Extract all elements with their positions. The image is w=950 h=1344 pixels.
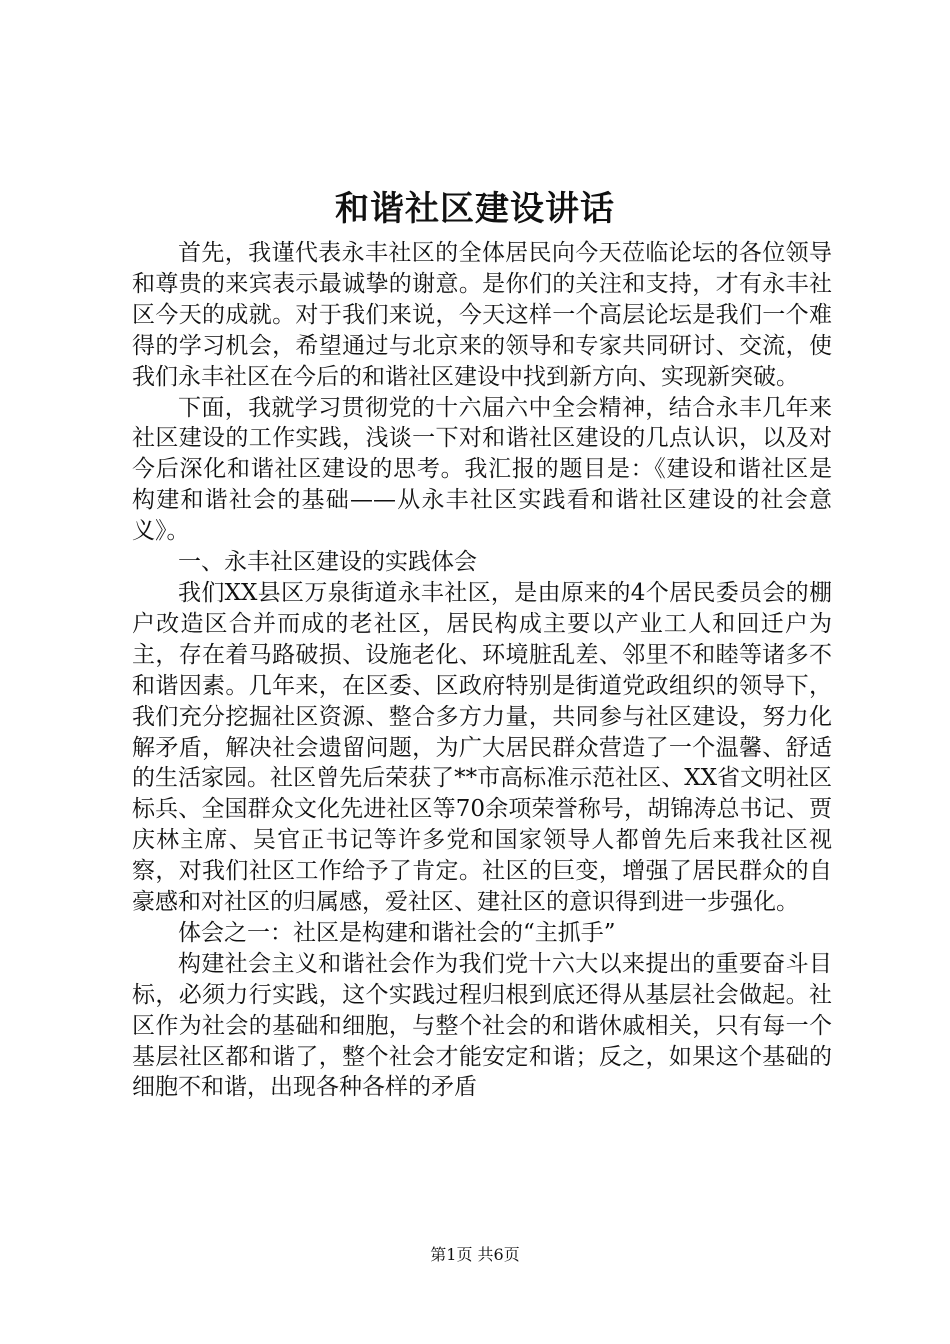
subsection-heading: 体会之一：社区是构建和谐社会的“主抓手” <box>178 919 616 946</box>
paragraph: 我们XX县区万泉街道永丰社区，是由原来的4个居民委员会的棚户改造区合并而成的老社区，居民构成主要以产业工人和回迁户为主，存在着马路破损、设施老化、环境脏乱差、邻里不和睦等诸多不和谐因素。几年来，在区委、区政府特别是街道党政组织的领导下，我们充分挖掘社区资源、整合多方力量，共同参与社区建设，努力化解矛盾，解决社会遗留问题，为广大居民群众营造了一个温馨、舒适的生活家园。社区曾先后荣获了**市高标准示范社区、XX省文明社区标兵、全国群众文化先进社区等70余项荣誉称号，胡锦涛总书记、贾庆林主席、吴官正书记等许多党和国家领导人都曾先后来我社区视察，对我们社区工作给予了肯定。社区的巨变，增强了居民群众的自豪感和对社区的归属感，爱社区、建社区的意识得到进一步强化。 <box>132 579 832 916</box>
paragraph: 首先，我谨代表永丰社区的全体居民向今天莅临论坛的各位领导和尊贵的来宾表示最诚挚的谢意。是你们的关注和支持，才有永丰社区今天的成就。对于我们来说，今天这样一个高层论坛是我们一个难得的学习机会，希望通过与北京来的领导和专家共同研讨、交流，使我们永丰社区在今后的和谐社区建设中找到新方向、实现新突破。 <box>132 240 832 390</box>
document-body <box>132 238 832 1103</box>
paragraph: 构建社会主义和谐社会作为我们党十六大以来提出的重要奋斗目标，必须力行实践，这个实践过程归根到底还得从基层社会做起。社区作为社会的基础和细胞，与整个社会的和谐休戚相关，只有每一个基层社区都和谐了，整个社会才能安定和谐；反之，如果这个基础的细胞不和谐，出现各种各样的矛盾 <box>132 950 832 1101</box>
paragraph: 下面，我就学习贯彻党的十六届六中全会精神，结合永丰几年来社区建设的工作实践，浅谈一下对和谐社区建设的几点认识，以及对今后深化和谐社区建设的思考。我汇报的题目是：《建设和谐社区是构建和谐社会的基础——从永丰社区实践看和谐社区建设的社会意义》。 <box>132 394 832 545</box>
page-footer: 第1页 共6页 <box>430 1245 520 1264</box>
section-heading: 一、永丰社区建设的实践体会 <box>178 549 477 576</box>
document-title: 和谐社区建设讲话 <box>335 189 615 229</box>
